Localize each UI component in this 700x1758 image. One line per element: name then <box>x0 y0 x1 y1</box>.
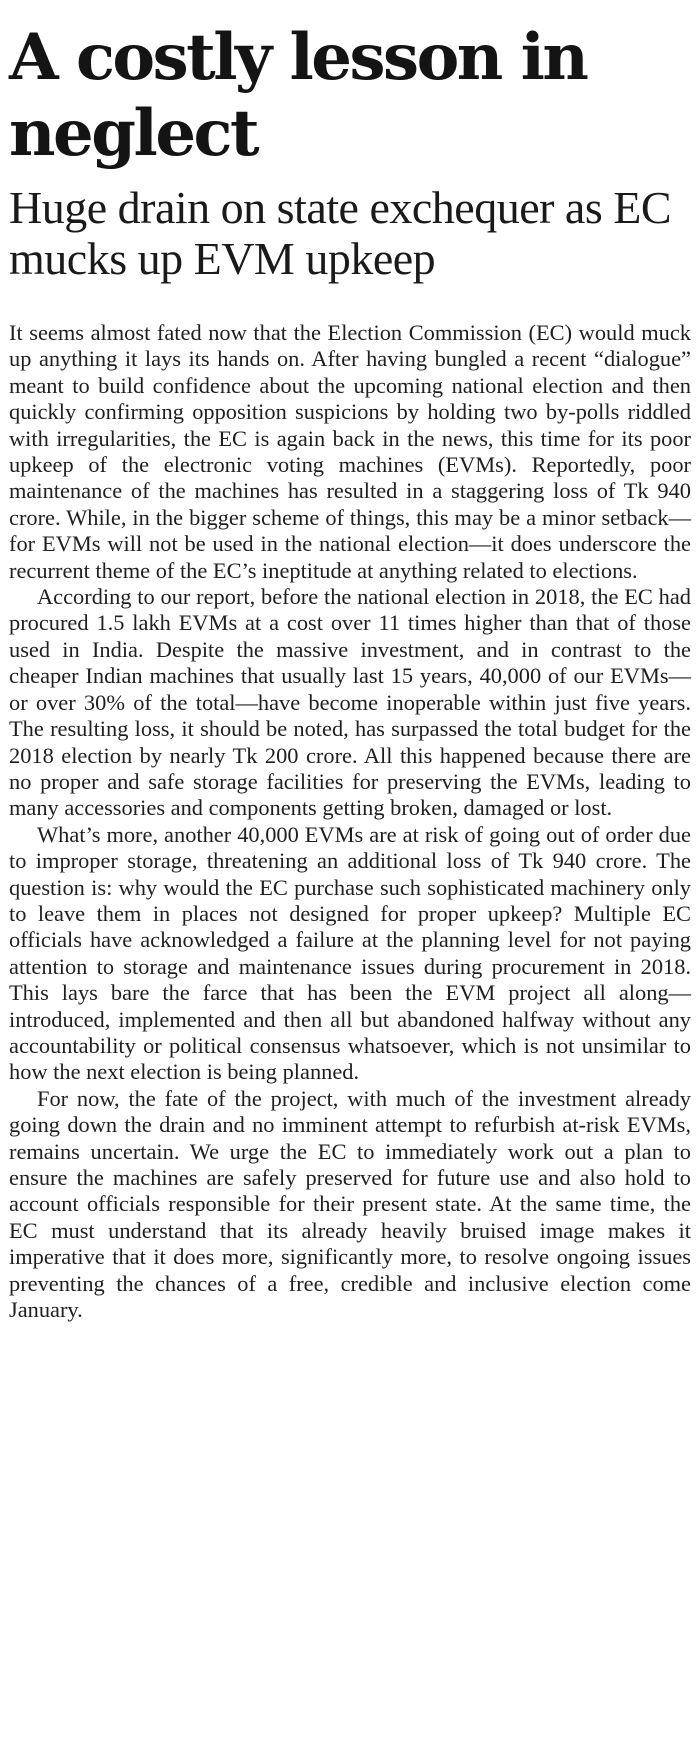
editorial-article <box>9 0 691 1323</box>
headline: A costly lesson in neglect <box>9 20 587 171</box>
paragraph-3: What’s more, another 40,000 EVMs are at risk of going out of order due to improper storage, threatening an additional loss of Tk 940 crore. The question is: why would the EC purchase such sophisticated machinery only to leave them in places not designed for proper upkeep? Multiple EC officials have acknowledged a failure at the planning level for not paying attention to storage and maintenance issues during procurement in 2018. This lays bare the farce that has been the EVM project all along—introduced, implemented and then all but abandoned halfway without any accountability or political consensus whatsoever, which is not unsimilar to how the next election is being planned. <box>9 821 691 1085</box>
article-body <box>9 320 691 1323</box>
subheadline: Huge drain on state exchequer as EC mucks up EVM upkeep <box>9 182 672 284</box>
paragraph-1: It seems almost fated now that the Election Commission (EC) would muck up anything it lays its hands on. After having bungled a recent “dialogue” meant to build confidence about the upcoming national election and then quickly confirming opposition suspicions by holding two by-polls riddled with irregularities, the EC is again back in the news, this time for its poor upkeep of the electronic voting machines (EVMs). Reportedly, poor maintenance of the machines has resulted in a staggering loss of Tk 940 crore. While, in the bigger scheme of things, this may be a minor setback—for EVMs will not be used in the national election—it does underscore the recurrent theme of the EC’s ineptitude at anything related to elections. <box>9 320 691 583</box>
paragraph-2: According to our report, before the national election in 2018, the EC had procured 1.5 lakh EVMs at a cost over 11 times higher than that of those used in India. Despite the massive investment, and in contrast to the cheaper Indian machines that usually last 15 years, 40,000 of our EVMs—or over 30% of the total—have become inoperable within just five years. The resulting loss, it should be noted, has surpassed the total budget for the 2018 election by nearly Tk 200 crore. All this happened because there are no proper and safe storage facilities for preserving the EVMs, leading to many accessories and components getting broken, damaged or lost. <box>9 584 691 821</box>
paragraph-4: For now, the fate of the project, with much of the investment already going down the drain and no imminent attempt to refurbish at-risk EVMs, remains uncertain. We urge the EC to immediately work out a plan to ensure the machines are safely preserved for future use and also hold to account officials responsible for their present state. At the same time, the EC must understand that its already heavily bruised image makes it imperative that it does more, significantly more, to resolve ongoing issues preventing the chances of a free, credible and inclusive election come January. <box>9 1085 691 1323</box>
